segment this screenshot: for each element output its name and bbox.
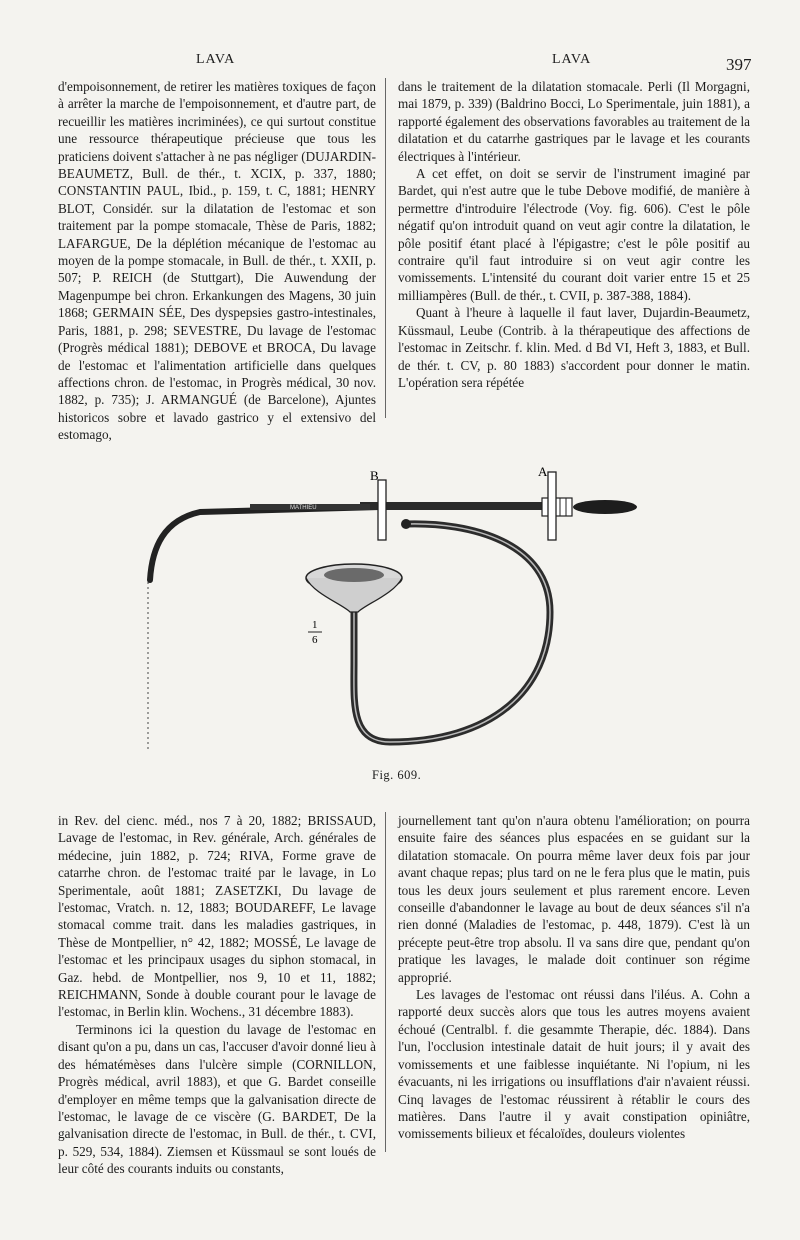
running-head-left: LAVA xyxy=(196,52,236,67)
bottom-left-column xyxy=(58,812,376,1178)
funnel-cone xyxy=(306,578,402,612)
tube-rod xyxy=(360,502,550,510)
scale-numerator: 1 xyxy=(312,619,318,631)
scale-denominator: 6 xyxy=(312,634,318,646)
tube-engraving: MATHIEU xyxy=(290,505,317,511)
paragraph: dans le traitement de la dilatation stomacale. Perli (Il Morgagni, mai 1879, p. 339) (Baldrino Bocci, Lo Sperimentale, juin 1881), a rapporté également des observations favorables au traitement de la dilatation et du catarrhe gastriques par le lavage et les courants électriques à l'intérieur. xyxy=(398,79,750,164)
paragraph: Terminons ici la question du lavage de l'estomac en disant qu'on a pu, dans un cas, l'accuser d'avoir donné lieu à des hématémèses dans l'ulcère simple (CORNILLON, Progrès médical, avril 1883), et que G. Bardet conseille d'employer en même temps que la galvanisation directe de l'estomac, le lavage de ce viscère (G. BARDET, De la galvanisation directe de l'estomac, in Bull. de thér., t. CVI, p. 529, 534, 1884). Ziemsen et Küssmaul se sont loués de leur côté des courants induits ou constants, xyxy=(58,1021,376,1177)
paragraph: Quant à l'heure à laquelle il faut laver, Dujardin-Beaumetz, Küssmaul, Leube (Contrib. à la thérapeutique des affections de l'estomac in Zeitschr. f. klin. Med. d Bd VI, Heft 3, 1883, et Bull. de thér. t. CV, p. 80 1883) s'accordent pour donner le matin. L'opération sera répétée xyxy=(398,305,750,390)
figure-caption: Fig. 609. xyxy=(372,768,422,782)
top-left-column xyxy=(58,78,376,444)
column-divider-top xyxy=(385,78,386,418)
stomach-tube-illustration xyxy=(130,462,650,762)
bottom-right-column xyxy=(398,812,750,1143)
paragraph: journellement tant qu'on n'aura obtenu l'amélioration; on pourra ensuite faire des séances plus espacées en se guidant sur la dilatation stomacale. On pourra même laver deux fois par jour avant chaque repas; plus tard on ne le fera plus que le matin, puis tous les deux jours seulement et plus rarement encore. Leven conseille d'abandonner le lavage au bout de deux séances s'il n'a rien donné (Maladies de l'estomac, p. 448, 1879). C'est là un précepte peut-être trop absolu. Il va sans dire que, pendant qu'on pratique les lavages, le malade doit continuer son régime approprié. xyxy=(398,813,750,985)
label-b: B xyxy=(370,468,379,483)
paragraph: d'empoisonnement, de retirer les matières toxiques de façon à arrêter la marche de l'empoisonnement, et d'autre part, de recueillir les matières incriminées), ce qui surtout constitue une ressource thérapeutique précieuse que tous les praticiens doivent s'attacher à ne pas négliger (DUJARDIN-BEAUMETZ, Bull. de thér., t. XCIX, p. 337, 1880; CONSTANTIN PAUL, Ibid., p. 159, t. C, 1881; HENRY BLOT, Considér. sur la dilatation de l'estomac et son traitement par la pompe stomacale, Thèse de Paris, 1882; LAFARGUE, De la déplétion mécanique de l'estomac au moyen de la pompe stomacale, in Bull. de thér., t. XXII, p. 507; P. REICH (de Stuttgart), Die Auwendung der Magenpumpe bei chron. Erkankungen des Magens, 30 juin 1868; GERMAIN SÉE, Des dyspepsies gastro-intestinales, Paris, 1881, p. 298; SEVESTRE, Du lavage de l'estomac (Progrès médical 1881); DEBOVE et BROCA, Du lavage de l'estomac et l'alimentation artificielle dans quelques affections chron. de l'estomac, in Progrès médical, 30 nov. 1882, p. 735); J. ARMANGUÉ (de Barcelone), Ajuntes historicos sobre et lavado gastrico y el extensivo del estomago, xyxy=(58,79,376,443)
label-a: A xyxy=(538,464,548,479)
running-head-right: LAVA xyxy=(552,52,592,67)
tube-handle xyxy=(573,500,637,514)
rubber-hose xyxy=(354,524,550,742)
paragraph: A cet effet, on doit se servir de l'instrument imaginé par Bardet, qui n'est autre que le tube Debove modifié, de manière à permettre d'introduire l'électrode (Voy. fig. 606). C'est le pôle négatif qu'on introduit quand on veut agir contre la dilatation, le pôle positif étant placé à l'épigastre; c'est le pôle positif au contraire qu'il faut introduire si on veut agir contre les vomissements. L'intensité du courant doit varier entre 15 et 25 milliampères (Bull. de thér., t. CVII, p. 387-388, 1884). xyxy=(398,166,750,303)
paragraph: in Rev. del cienc. méd., nos 7 à 20, 1882; BRISSAUD, Lavage de l'estomac, in Rev. générale, Arch. générales de médecine, juin 1882, p. 724; RIVA, Forme grave de catarrhe chron. de l'estomac traité par le lavage, in Lo Sperimentale, août 1881; ZASETZKI, Du lavage de l'estomac, Vratch. n. 12, 1883; BOUDAREFF, Le lavage stomacal comme trait. dans les maladies gastriques, in Thèse de Montpellier, n° 42, 1882; MOSSÉ, Le lavage de l'estomac et les principaux usages du siphon stomacal, in Gaz. hebd. de Montpellier, nos 9, 10 et 11, 1882; REICHMANN, Sonde à double courant pour le lavage de l'estomac, in Berlin klin. Wochens., 31 décembre 1883). xyxy=(58,813,376,1020)
tube-grip xyxy=(542,498,572,516)
paragraph: Les lavages de l'estomac ont réussi dans l'iléus. A. Cohn a rapporté deux succès alors que tous les autres moyens avaient échoué (Centralbl. f. die gesammte Therapie, déc. 1884). Dans l'un, l'occlusion intestinale datait de huit jours; il y avait des vomissements et une faiblesse inquiétante. Ni l'opium, ni les évacuants, ni les irrigations ou insufflations d'air n'avaient réussi. Cinq lavages de l'estomac réussirent à rétablir le cours des matières. Dans l'autre il y avait constipation opiniâtre, vomissements bilieux et fécaloïdes, douleurs violentes xyxy=(398,987,750,1142)
collar-a xyxy=(548,472,556,540)
column-divider-bottom xyxy=(385,812,386,1152)
top-right-column xyxy=(398,78,750,391)
page-number: 397 xyxy=(726,55,752,74)
collar-b xyxy=(378,480,386,540)
